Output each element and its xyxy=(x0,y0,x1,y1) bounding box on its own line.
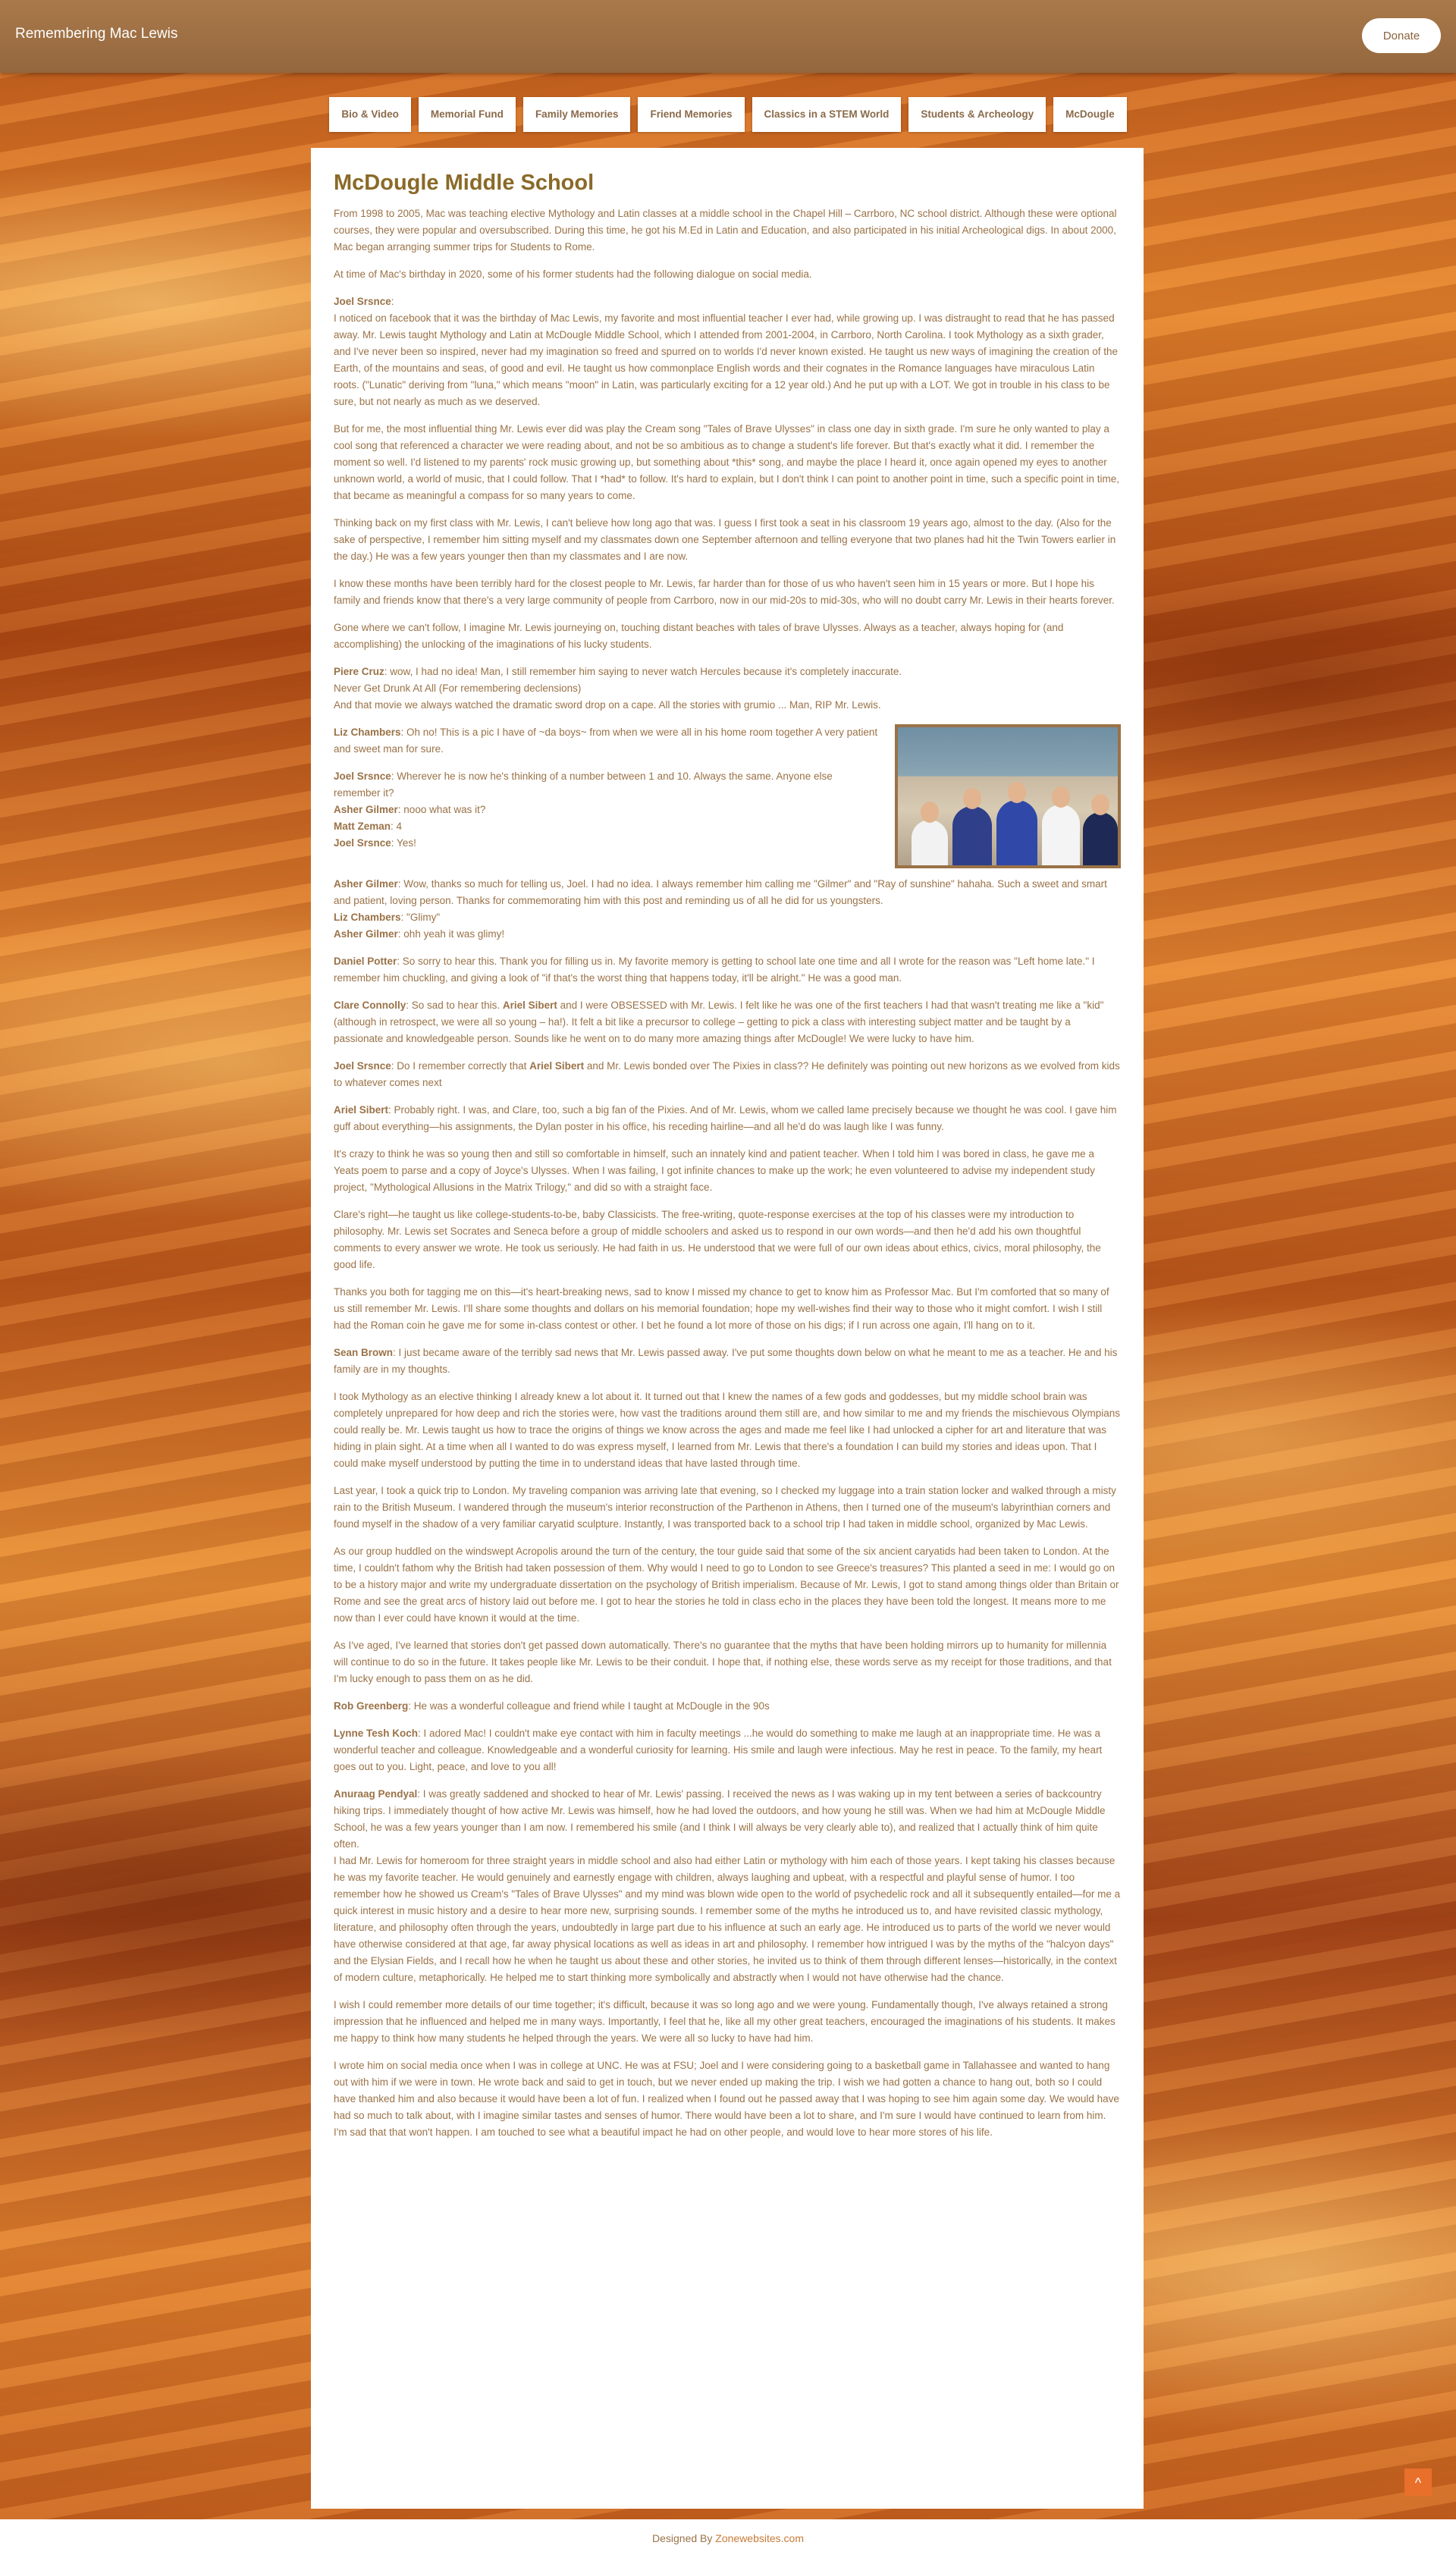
post-text: : Oh no! This is a pic I have of ~da boys~ from when we were all in his home room together A very patient and sweet man for sure. xyxy=(334,727,878,755)
page-title: McDougle Middle School xyxy=(334,171,595,195)
post-text: As I've aged, I've learned that stories don't get passed down automatically. There's no guarantee that the myths that have been holding mirrors up to humanity for millennia will continue to do so in the future. It takes people like Mr. Lewis to be their conduit. I hope that, if nothing else, these words serve as my receipt for those traditions, and that I'm lucky enough to pass them on as he did. xyxy=(334,1640,1112,1684)
joel-post: Joel Srsnce: I noticed on facebook that it was the birthday of Mac Lewis, my favorite and most influential teacher I ever had, while growing up. I was distraught to read that he has passed away. Mr. Lewis taught Mythology and Latin at McDougle Middle School, which I attended from 2001-2004, in Carrboro, North Carolina. I took Mythology as a sixth grader, and I've never been so inspired, never had my imagination so freed and spurred on to worlds I'd never known existed. He taught us new ways of imagining the creation of the Earth, of the mountains and seas, of good and evil. He taught us how commonplace English words and their cognates in the Romance languages have miraculous Latin roots. ("Lunatic" deriving from "luna," which means "moon" in Latin, was particularly exciting for a 12 year old.) And he put up with a LOT. We got in trouble in his class to be sure, but not nearly as much as we deserved. xyxy=(334,296,1119,407)
chevron-up-icon: ^ xyxy=(1414,2475,1422,2491)
post-text: Gone where we can't follow, I imagine Mr. Lewis journeying on, touching distant beaches with tales of brave Ulysses. Always as a teacher, always hoping for (and accomplishing) the unlocking of the imaginations of his lucky students. xyxy=(334,622,1064,650)
author-name: Piere Cruz xyxy=(334,666,384,677)
site-footer xyxy=(0,2519,1456,2558)
author-name: Matt Zeman xyxy=(334,821,391,832)
footer-link[interactable]: Zonewebsites.com xyxy=(715,2532,804,2544)
author-name: Joel Srsnce xyxy=(334,771,391,782)
post-text: I wrote him on social media once when I was in college at UNC. He was at FSU; Joel and I were considering going to a basketball game in Tallahassee and wanted to hang out with him if we were in town. He wrote back and said to get in touch, but we never ended up making the trip. I wish we had gotten a chance to hang out, both so I could have thanked him and also because it would have been a lot of fun. I realized when I found out he passed away that I was hoping to see him again some day. We would have had so much to talk about, with I imagine similar tastes and senses of humor. There would have been a lot to share, and I'm sure I would have continued to learn from him. I'm sad that that won't happen. I am touched to see what a beautiful impact he had on other people, and would love to hear more stores of his life. xyxy=(334,2060,1119,2138)
post-text: I noticed on facebook that it was the birthday of Mac Lewis, my favorite and most influential teacher I ever had, while growing up. I was distraught to read that he has passed away. Mr. Lewis taught Mythology and Latin at McDougle Middle School, which I attended from 2001-2004, in Carrboro, North Carolina. I took Mythology as a sixth grader, and I've never been so inspired, never had my imagination so freed and spurred on to worlds I'd never known existed. He taught us new ways of imagining the creation of the Earth, of the mountains and seas, of good and evil. He taught us how commonplace English words and their cognates in the Romance languages have miraculous Latin roots. ("Lunatic" deriving from "luna," which means "moon" in Latin, was particularly exciting for a 12 year old.) And he put up with a LOT. We got in trouble in his class to be sure, but not nearly as much as we deserved. xyxy=(334,312,1119,407)
main-content xyxy=(311,148,1144,2509)
post-text: : Yes! xyxy=(391,837,416,849)
nav-mcdougle[interactable]: McDougle xyxy=(1053,97,1127,132)
author-name: Daniel Potter xyxy=(334,956,397,967)
tagged-name[interactable]: Ariel Sibert xyxy=(502,1000,557,1011)
author-name: Liz Chambers xyxy=(334,727,401,738)
post-text: and Mr. Lewis bonded over The Pixies in class?? He definitely was pointing out new horizons as we evolved from kids to whatever comes next xyxy=(334,1060,1120,1088)
post-text: : Probably right. I was, and Clare, too, such a big fan of the Pixies. And of Mr. Lewis, whom we called lame precisely because we thought he was cool. I gave him guff about everything—his assignments, the Dylan poster in his office, his receding hairline—and all he'd do was laugh like I was funny. xyxy=(334,1104,1117,1132)
site-header xyxy=(0,0,1456,73)
site-title[interactable]: Remembering Mac Lewis xyxy=(15,26,178,42)
author-name: Ariel Sibert xyxy=(334,1104,389,1116)
post-text: : I just became aware of the terribly sad news that Mr. Lewis passed away. I've put some thoughts down below on what he meant to me as a teacher. He and his family are in my thoughts. xyxy=(334,1347,1118,1375)
nav-classics-stem[interactable]: Classics in a STEM World xyxy=(752,97,902,132)
author-name: Joel Srsnce xyxy=(334,837,391,849)
post-text: : "Glimy" xyxy=(400,912,441,923)
lynne-post xyxy=(334,1725,1121,1775)
post-text: As our group huddled on the windswept Acropolis around the turn of the century, the tour guide said that some of the six ancient caryatids had been taken to London. At the time, I couldn't fathom why the British had taken possession of them. Why would I need to go to London to see Greece's treasures? This planted a seed in me: I would go on to be a history major and write my undergraduate dissertation on the psychology of British imperialism. Because of Mr. Lewis, I got to stand among things older than Britain or Rome and see the great arcs of history laid out before me. I got to hear the stories he told in class echo in the places they have been told the longest. It means more to me now than I ever could have known it would at the time. xyxy=(334,1546,1119,1624)
author-name: Lynne Tesh Koch xyxy=(334,1728,419,1739)
post-text: Thanks you both for tagging me on this—it's heart-breaking news, sad to know I missed my chance to get to know him as Professor Mac. But I'm comforted that so many of us still remember Mr. Lewis. I'll share some thoughts and dollars on his memorial foundation; hope my well-wishes find their way to those who it might comfort. I wish I still had the Roman coin he gave me for some in-class contest or other. I bet he found a lot more of those on his digs; if I run across one again, I'll hang on to it. xyxy=(334,1286,1109,1331)
post-text: : So sad to hear this. xyxy=(406,1000,503,1011)
nav-family-memories[interactable]: Family Memories xyxy=(523,97,631,132)
footer-text: Designed By xyxy=(652,2532,716,2544)
post-text: Last year, I took a quick trip to London. My traveling companion was arriving late that evening, so I checked my luggage into a train station locker and walked through a misty rain to the British Museum. I wandered through the museum's interior reconstruction of the Parthenon in Athens, then I turned one of the museum's labyrinthian corners and found myself in the shadow of a very familiar caryatid sculpture. Instantly, I was transported back to a school trip I had taken in middle school, organized by Mac Lewis. xyxy=(334,1485,1116,1530)
post-text: I know these months have been terribly hard for the closest people to Mr. Lewis, far harder than for those of us who haven't seen him in 15 years or more. But I hope his family and friends know that there's a very large community of people from Carrboro, now in our mid-20s to mid-30s, who will no doubt carry Mr. Lewis in their hearts forever. xyxy=(334,578,1115,606)
post-text: Thinking back on my first class with Mr. Lewis, I can't believe how long ago that was. I guess I first took a seat in his classroom 19 years ago, almost to the day. (Also for the sake of perspective, I remember him sitting myself and my classmates down one September afternoon and telling everyone that two planes had hit the Twin Towers earlier in the day.) He was a few years younger then than my classmates and I are now. xyxy=(334,517,1116,562)
glimy-thread xyxy=(334,876,1121,943)
post-text: : nooo what was it? xyxy=(397,804,486,815)
nav-friend-memories[interactable]: Friend Memories xyxy=(638,97,744,132)
scroll-to-top-button[interactable] xyxy=(1404,2469,1432,2496)
intro-paragraph: At time of Mac's birthday in 2020, some of his former students had the following dialogue on social media. xyxy=(334,268,812,280)
author-name: Asher Gilmer xyxy=(334,928,398,940)
post-text: But for me, the most influential thing Mr. Lewis ever did was play the Cream song "Tales of Brave Ulysses" in class one day in sixth grade. I'm sure he only wanted to play a cool song that referenced a character we were reading about, and not be so ambitious as to change a student's life forever. But that's exactly what it did. I remember the moment so well. I'd listened to my parents' rock music growing up, but something about *this* song, and maybe the place I heard it, once again opened my eyes to another unknown world, a world of music, that I could follow. That I *had* to follow. It's hard to explain, but I don't think I can point to another point in time, such a specific point in time, that became as meaningful a compass for so many years to come. xyxy=(334,423,1119,501)
author-name: Joel Srsnce xyxy=(334,296,391,307)
post-text: I wish I could remember more details of our time together; it's difficult, because it was so long ago and we were young. Fundamentally though, I've always retained a strong impression that he influenced and helped me in many ways. Importantly, I feel that he, like all my other great teachers, encouraged the imaginations of his students. It makes me happy to think how many students he helped through the years. We were all so lucky to have had him. xyxy=(334,1999,1116,2044)
post-text: and I were OBSESSED with Mr. Lewis. I felt like he was one of the first teachers I had that wasn't treating me like a "kid" (although in retrospect, we were all so young – ha!). It felt a bit like a precursor to college – getting to pick a class with interesting subject matter and be taught by a passionate and knowledgeable person. Sounds like he went on to do many more amazing things after McDougle! We were lucky to have him. xyxy=(334,1000,1104,1044)
nav-memorial-fund[interactable]: Memorial Fund xyxy=(419,97,516,132)
post-text: It's crazy to think he was so young then and still so comfortable in himself, such an innately kind and patient teacher. When I told him I was bored in class, he gave me a Yeats poem to parse and a copy of Joyce's Ulysses. When I was failing, I got infinite chances to make up the work; he even volunteered to advise my independent study project, "Mythological Allusions in the Matrix Trilogy," and did so with a straight face. xyxy=(334,1148,1095,1193)
author-name: Asher Gilmer xyxy=(334,804,398,815)
author-name: Joel Srsnce xyxy=(334,1060,391,1072)
daniel-post xyxy=(334,953,1121,987)
rob-post xyxy=(334,1698,1121,1715)
post-text: Never Get Drunk At All (For remembering declensions) xyxy=(334,683,582,694)
joel-pixies-post xyxy=(334,1058,1121,1091)
post-text: : I adored Mac! I couldn't make eye contact with him in faculty meetings ...he would do something to make me laugh at an inappropriate time. He was a wonderful teacher and colleague. Knowledgeable and a wonderful curiosity for learning. His smile and laugh were infectious. May he rest in peace. To the family, my heart goes out to you. Light, peace, and love to you all! xyxy=(334,1728,1103,1772)
nav-bio-video[interactable]: Bio & Video xyxy=(329,97,411,132)
anuraag-post xyxy=(334,1786,1121,1986)
post-text: : He was a wonderful colleague and friend while I taught at McDougle in the 90s xyxy=(408,1700,770,1712)
post-text: : So sorry to hear this. Thank you for filling us in. My favorite memory is getting to school late one time and all I wrote for the reason was "Left home late." I remember him chuckling, and giving a look of "if that's the worst thing that happens today, it'll be alright." He was a good man. xyxy=(334,956,1095,984)
sean-post xyxy=(334,1345,1121,1378)
donate-button[interactable]: Donate xyxy=(1362,18,1441,53)
post-text: I took Mythology as an elective thinking I already knew a lot about it. It turned out that I knew the names of a few gods and goddesses, but my middle school brain was completely unprepared for how deep and rich the stories were, how vast the traditions around them still are, and how similar to me and my friends the mischievous Olympians could really be. Mr. Lewis taught us how to trace the origins of things we know across the ages and made me feel like I had unlocked a cipher for art and literature that was hiding in plain sight. At a time when all I wanted to do was express myself, I learned from Mr. Lewis that there's a foundation I can build my stories and ideas upon. That I could make myself understood by putting the time in to understand ideas that have lasted through time. xyxy=(334,1391,1121,1469)
clare-post xyxy=(334,997,1121,1047)
ariel-post xyxy=(334,1102,1121,1135)
post-text: : I was greatly saddened and shocked to hear of Mr. Lewis' passing. I received the news as I was waking up in my tent between a series of backcountry hiking trips. I immediately thought of how active Mr. Lewis was himself, how he had loved the outdoors, and how young he still was. When we had him at McDougle Middle School, he was a few years younger than I am now. I remembered his smile (and I think I will always be very clearly able to), and realized that I actually think of him quite often. xyxy=(334,1788,1106,1850)
author-name: Anuraag Pendyal xyxy=(334,1788,418,1800)
post-text: I had Mr. Lewis for homeroom for three straight years in middle school and also had either Latin or mythology with him each of those years. I kept taking his classes because he was my favorite teacher. He would genuinely and earnestly engage with children, always laughing and upbeat, with a respectful and playful sense of humor. I too remember how he showed us Cream's "Tales of Brave Ulysses" and my mind was blown wide open to the world of psychedelic rock and all it subsequently entailed—for me a quick interest in music history and a desire to hear more new, surprising sounds. I remember some of the myths he introduced us to, and have revisited classic mythology, literature, and philosophy often through the years, undoubtedly in large part due to his influence at such an early age. He introduced us to parts of the world we never would have otherwise considered at that age, far away physical locations as well as ideas in art and philosophy. I remember how intrigued I was by the myths of the "halcyon days" and the Elysian Fields, and I recall how he when he taught us about these and other stories, he invited us to think of them through different lenses—historically, in the context of modern culture, metaphorically. He helped me to start thinking more symbolically and abstractly when I would not have otherwise had the chance. xyxy=(334,1855,1121,1983)
main-nav xyxy=(0,97,1456,132)
piere-post xyxy=(334,664,1121,714)
intro-paragraph: From 1998 to 2005, Mac was teaching elective Mythology and Latin classes at a middle school in the Chapel Hill – Carrboro, NC school district. Although these were optional courses, they were popular and oversubscribed. During this time, he got his M.Ed in Latin and Education, and also participated in his initial Archeological digs. In about 2000, Mac began arranging summer trips for Students to Rome. xyxy=(334,208,1117,253)
author-name: Rob Greenberg xyxy=(334,1700,409,1712)
post-text: : Do I remember correctly that xyxy=(391,1060,530,1072)
post-text: : Wherever he is now he's thinking of a number between 1 and 10. Always the same. Anyone else remember it? xyxy=(334,771,833,799)
author-name: Liz Chambers xyxy=(334,912,401,923)
tagged-name[interactable]: Ariel Sibert xyxy=(529,1060,585,1072)
author-name: Asher Gilmer xyxy=(334,878,398,890)
post-text: Clare's right—he taught us like college-students-to-be, baby Classicists. The free-writing, quote-response exercises at the top of his classes were my introduction to philosophy. Mr. Lewis set Socrates and Seneca before a group of middle schoolers and asked us to respond in our own words—and then he'd add his own thoughtful comments to every answer we wrote. He took us seriously. He had faith in us. He understood that we were full of our own ideas about ethics, civics, moral philosophy, the good life. xyxy=(334,1209,1101,1270)
students-photo xyxy=(895,724,1121,868)
post-text: : wow, I had no idea! Man, I still remember him saying to never watch Hercules because it's completely inaccurate. xyxy=(384,666,902,677)
post-text: : Wow, thanks so much for telling us, Joel. I had no idea. I always remember him calling me "Gilmer" and "Ray of sunshine" hahaha. Such a sweet and smart and patient, loving person. Thanks for commemorating him with this post and reminding us of all he did for us youngsters. xyxy=(334,878,1107,906)
post-text: : ohh yeah it was glimy! xyxy=(397,928,505,940)
nav-students-archeology[interactable]: Students & Archeology xyxy=(908,97,1046,132)
author-name: Clare Connolly xyxy=(334,1000,406,1011)
post-text: : 4 xyxy=(391,821,403,832)
post-text: And that movie we always watched the dramatic sword drop on a cape. All the stories with grumio ... Man, RIP Mr. Lewis. xyxy=(334,699,881,711)
author-name: Sean Brown xyxy=(334,1347,394,1358)
